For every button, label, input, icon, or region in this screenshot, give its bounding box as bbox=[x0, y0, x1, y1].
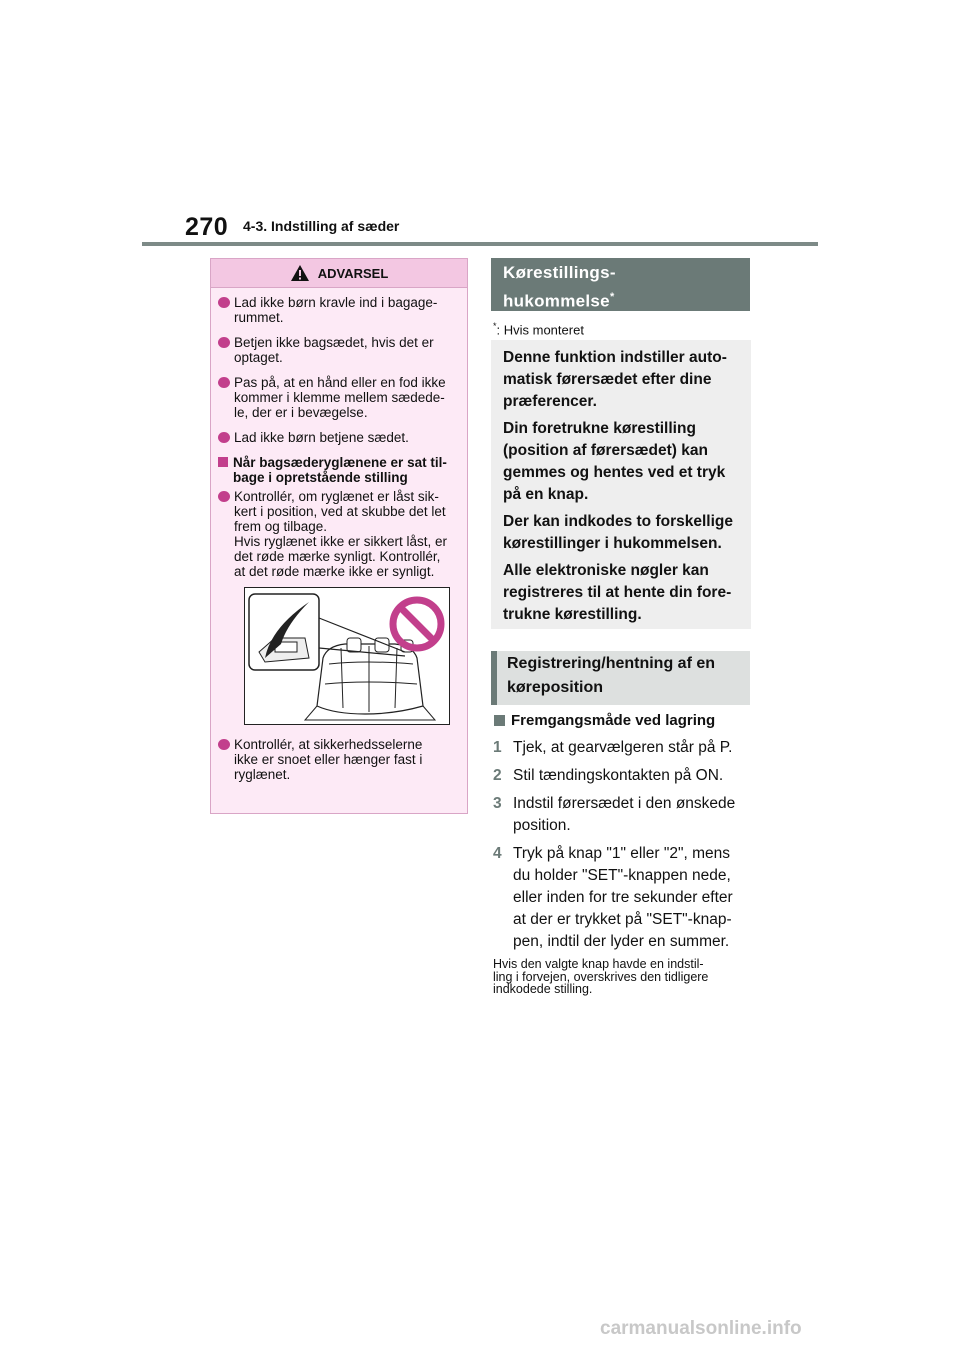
warning-bullet bbox=[218, 737, 459, 782]
procedure-steps bbox=[493, 737, 753, 959]
warning-bullet bbox=[218, 489, 459, 579]
seat-backrest-image bbox=[245, 588, 449, 724]
warning-bullet-text: Betjen ikke bagsædet, hvis det er optaget. bbox=[234, 335, 434, 365]
warning-bullet-text: Lad ikke børn betjene sædet. bbox=[234, 430, 409, 445]
bullet-square-icon bbox=[218, 457, 228, 467]
intro-paragraph: Alle elektroniske nøgler kan registreres til at hente din fore- trukne kørestilling. bbox=[503, 562, 732, 623]
warning-box bbox=[210, 258, 468, 814]
intro-paragraph: Denne funktion indstiller auto- matisk førersædet efter dine præferencer. bbox=[503, 349, 727, 410]
watermark: carmanualsonline.info bbox=[600, 1318, 802, 1339]
warning-bullet-text: Kontrollér, at sikkerhedsselerne ikke er snoet eller hænger fast i ryglænet. bbox=[234, 737, 423, 782]
bullet-dot-icon bbox=[218, 432, 230, 443]
intro-box bbox=[491, 340, 751, 629]
memory-heading-line1: Kørestillings- bbox=[503, 263, 616, 282]
memory-heading-text: hukommelse bbox=[503, 291, 610, 311]
bullet-dot-icon bbox=[218, 377, 230, 388]
procedure-title-text: Fremgangsmåde ved lagring bbox=[511, 712, 716, 729]
bullet-dot-icon bbox=[218, 491, 230, 502]
seat-illustration bbox=[244, 587, 450, 725]
step-text: Tryk på knap "1" eller "2", mens du holder "SET"-knappen nede, eller inden for tre sekunder efter at der er trykket på "SET"-knap- pen, indtil der lyder en summer. bbox=[513, 845, 733, 950]
procedure-step bbox=[493, 793, 753, 837]
warning-bullet-text: Lad ikke børn kravle ind i bagage- rummet. bbox=[234, 295, 438, 325]
procedure-step bbox=[493, 843, 753, 953]
bullet-square-icon bbox=[494, 715, 505, 726]
header-divider bbox=[142, 242, 818, 246]
bullet-dot-icon bbox=[218, 739, 230, 750]
warning-bullet-text: Kontrollér, om ryglænet er låst sik- kert i position, ved at skubbe det let frem og tilbage. Hvis ryglænet ikke er sikkert låst, er det røde mærke synligt. Kontrollér, at det røde mærke ikke er synligt. bbox=[234, 489, 448, 579]
page-number: 270 bbox=[185, 213, 229, 241]
intro-paragraph: Din foretrukne kørestilling (position af førersædet) kan gemmes og hentes ved et tryk på en knap. bbox=[503, 420, 726, 503]
section-title: 4-3. Indstilling af sæder bbox=[243, 218, 400, 234]
warning-bullet bbox=[218, 375, 459, 420]
memory-heading-mark: * bbox=[609, 291, 615, 303]
warning-title: ADVARSEL bbox=[317, 265, 389, 281]
step-number: 4 bbox=[493, 845, 502, 862]
step-text: Stil tændingskontakten på ON. bbox=[513, 767, 724, 784]
step-number: 1 bbox=[493, 739, 502, 756]
memory-heading-line2 bbox=[503, 285, 738, 314]
footnote-mark: * bbox=[493, 321, 497, 331]
step-number: 3 bbox=[493, 795, 502, 812]
memory-heading bbox=[491, 258, 750, 311]
step-number: 2 bbox=[493, 767, 502, 784]
warning-subheading-text: Når bagsæderyglænene er sat til- bage i opretstående stilling bbox=[233, 455, 447, 485]
procedure-step bbox=[493, 765, 753, 787]
warning-bullet-text: Pas på, at en hånd eller en fod ikke kommer i klemme mellem sædede- le, der er i bevægelse. bbox=[234, 375, 446, 420]
overwrite-note: Hvis den valgte knap havde en indstil- ling i forvejen, overskrives den tidligere indkodede stilling. bbox=[493, 957, 709, 996]
footnote-text: : Hvis monteret bbox=[496, 322, 584, 338]
bullet-dot-icon bbox=[218, 337, 230, 348]
warning-body bbox=[211, 288, 467, 782]
intro-paragraph: Der kan indkodes to forskellige kørestillinger i hukommelsen. bbox=[503, 513, 733, 552]
step-text: Indstil førersædet i den ønskede position. bbox=[513, 795, 736, 834]
warning-subheading bbox=[218, 455, 459, 485]
warning-bullet bbox=[218, 335, 459, 365]
registration-heading: Registrering/hentning af en køreposition bbox=[491, 651, 750, 705]
warning-header bbox=[211, 259, 467, 288]
warning-triangle-icon bbox=[290, 264, 310, 282]
footnote bbox=[493, 321, 584, 337]
procedure-step bbox=[493, 737, 753, 759]
warning-bullet bbox=[218, 295, 459, 325]
warning-bullet bbox=[218, 430, 459, 445]
step-text: Tjek, at gearvælgeren står på P. bbox=[513, 739, 733, 756]
bullet-dot-icon bbox=[218, 297, 230, 308]
procedure-title bbox=[494, 712, 715, 729]
